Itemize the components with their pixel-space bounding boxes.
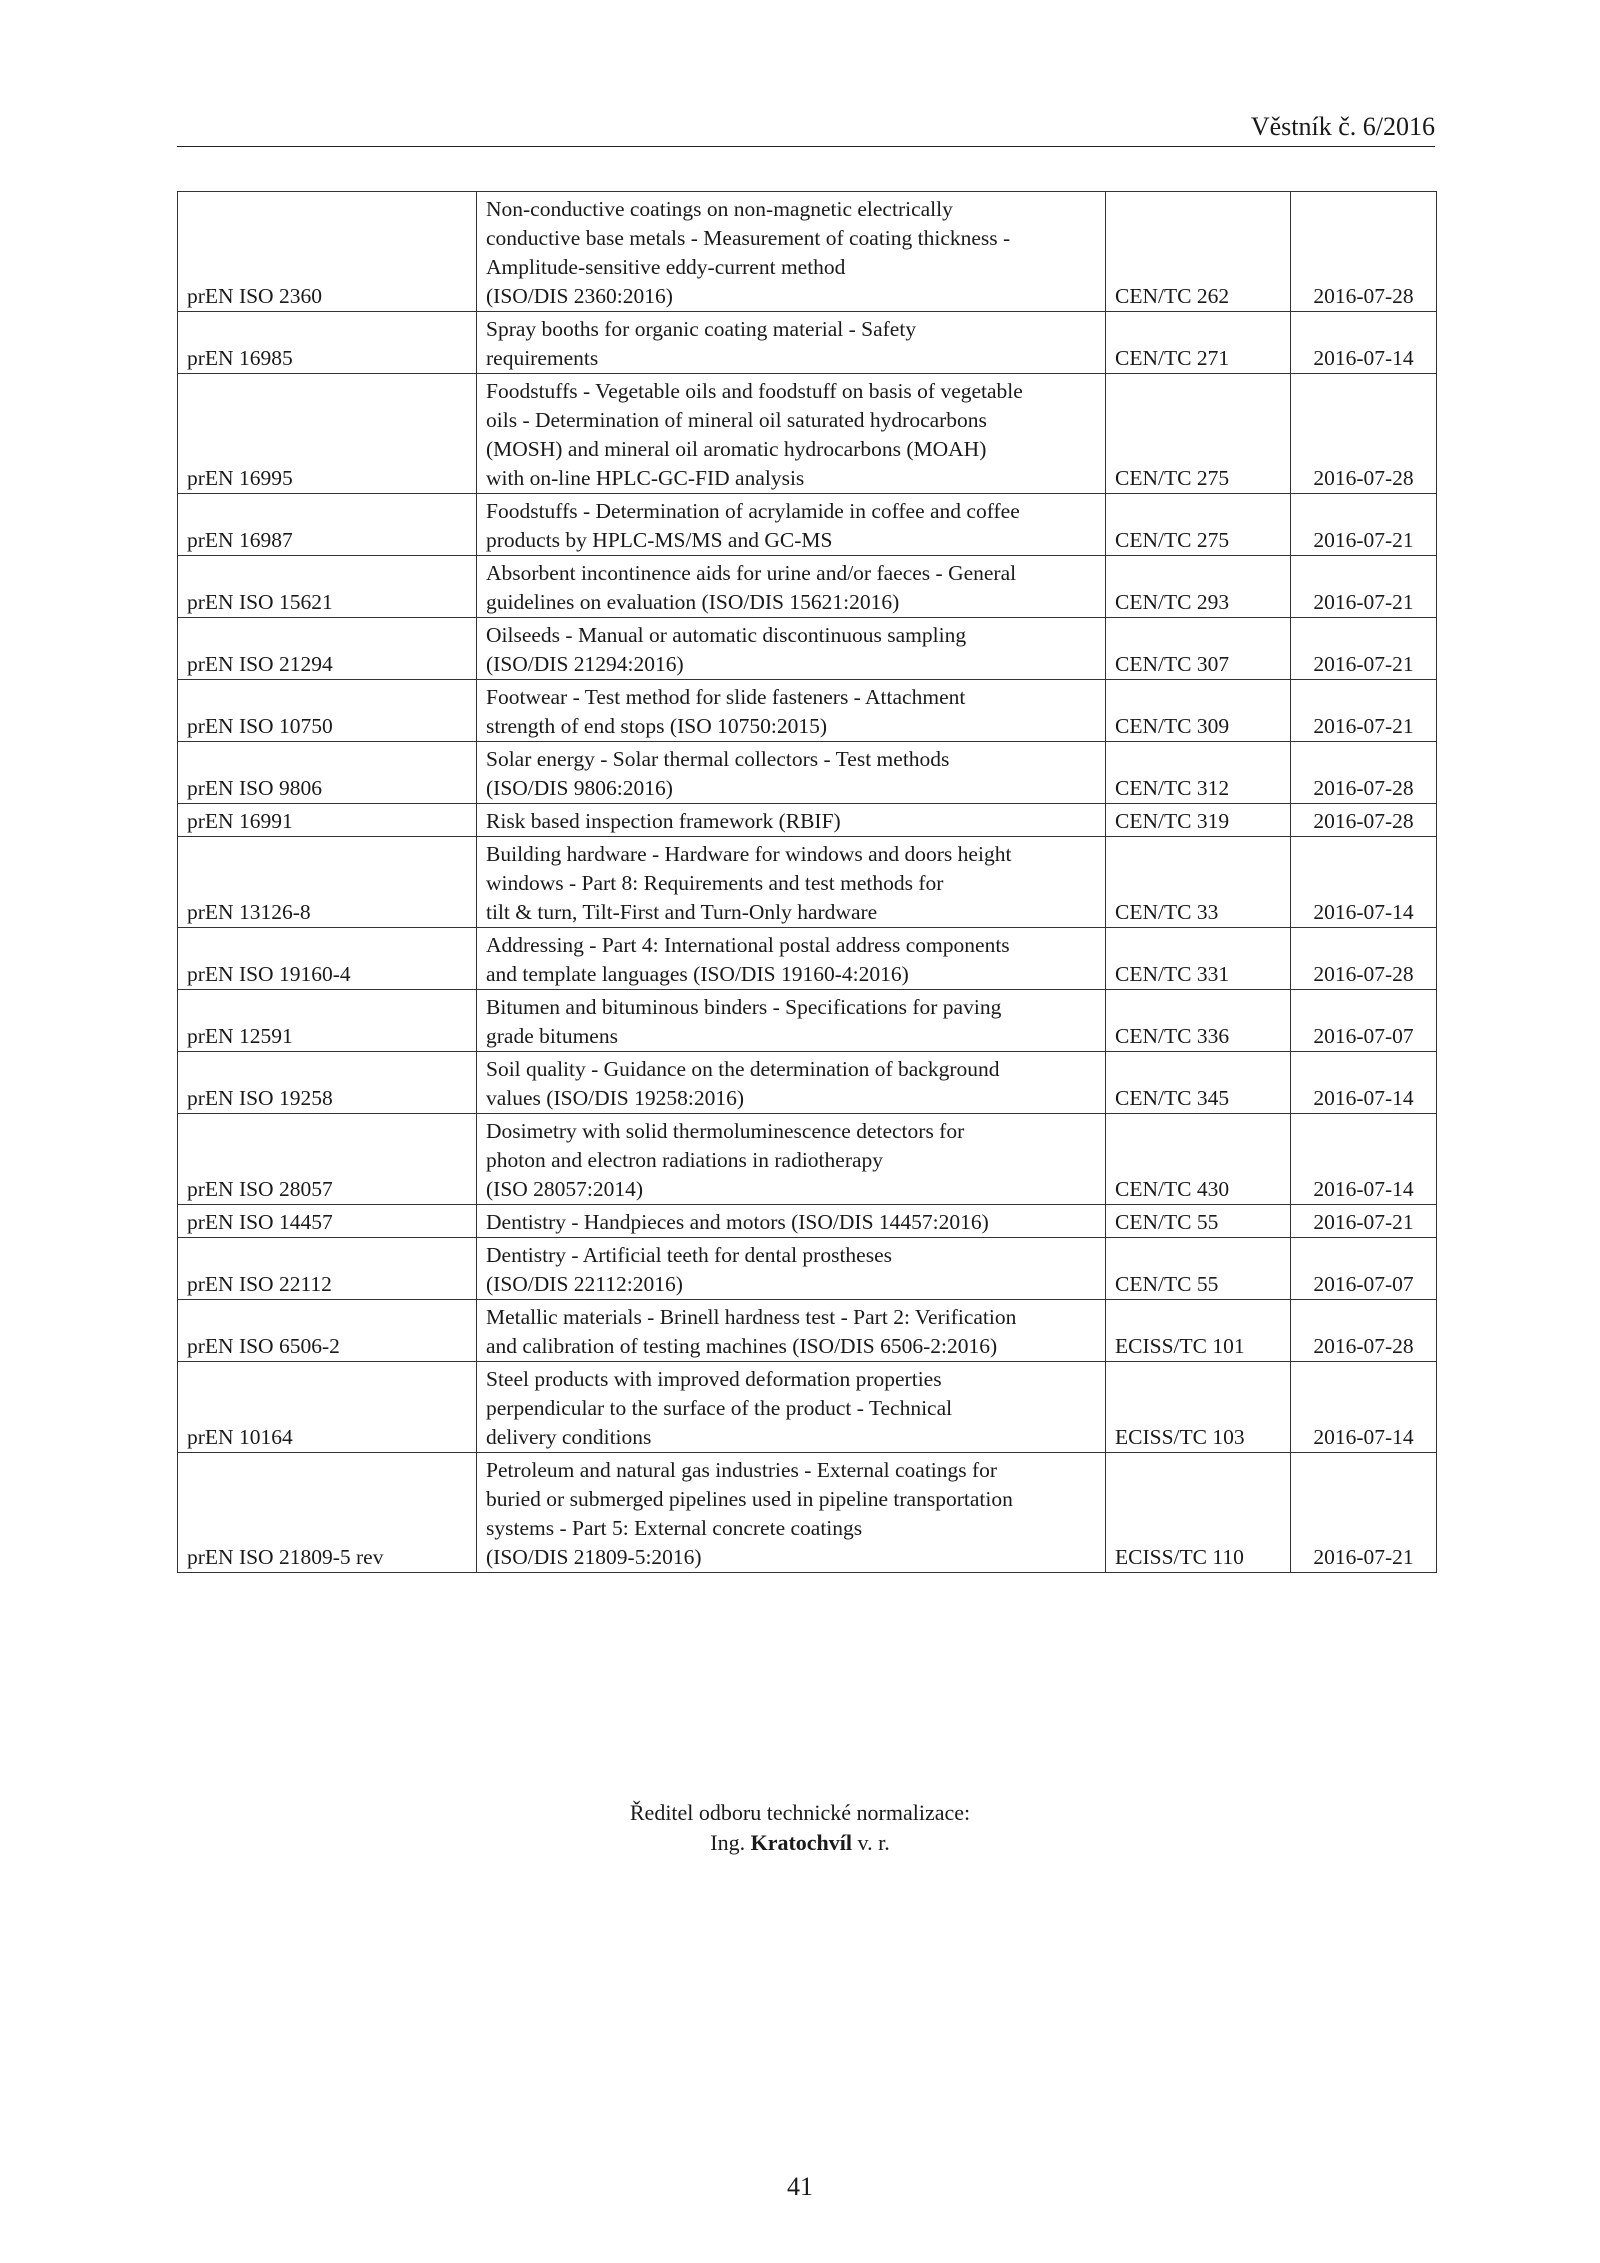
table-row (178, 680, 1437, 742)
standard-code-cell: prEN 12591 (178, 990, 477, 1052)
technical-committee-cell: ECISS/TC 101 (1106, 1300, 1291, 1362)
standard-title-cell: Foodstuffs - Determination of acrylamide in coffee and coffee products by HPLC-MS/MS and GC-MS (477, 494, 1106, 556)
standard-title-cell: Solar energy - Solar thermal collectors - Test methods (ISO/DIS 9806:2016) (477, 742, 1106, 804)
deadline-date-cell: 2016-07-21 (1291, 618, 1437, 680)
deadline-date-cell: 2016-07-07 (1291, 990, 1437, 1052)
standard-title-cell: Bitumen and bituminous binders - Specifications for paving grade bitumens (477, 990, 1106, 1052)
technical-committee-cell: ECISS/TC 103 (1106, 1362, 1291, 1453)
standard-code-cell: prEN ISO 22112 (178, 1238, 477, 1300)
deadline-date-cell: 2016-07-28 (1291, 192, 1437, 312)
standard-code-cell: prEN 13126-8 (178, 837, 477, 928)
table-row (178, 1238, 1437, 1300)
signature-name: Kratochvíl (750, 1830, 853, 1855)
standard-code-cell: prEN ISO 6506-2 (178, 1300, 477, 1362)
standard-code-cell: prEN 16991 (178, 804, 477, 837)
deadline-date-cell: 2016-07-07 (1291, 1238, 1437, 1300)
table-row (178, 1300, 1437, 1362)
standard-code-cell: prEN ISO 19258 (178, 1052, 477, 1114)
technical-committee-cell: CEN/TC 307 (1106, 618, 1291, 680)
technical-committee-cell: CEN/TC 336 (1106, 990, 1291, 1052)
standard-title-cell: Dosimetry with solid thermoluminescence detectors for photon and electron radiations in radiotherapy (ISO 28057:2014) (477, 1114, 1106, 1205)
standard-title-cell: Risk based inspection framework (RBIF) (477, 804, 1106, 837)
technical-committee-cell: CEN/TC 275 (1106, 374, 1291, 494)
deadline-date-cell: 2016-07-14 (1291, 312, 1437, 374)
standard-title-cell: Spray booths for organic coating material - Safety requirements (477, 312, 1106, 374)
standard-code-cell: prEN ISO 21809-5 rev (178, 1453, 477, 1573)
deadline-date-cell: 2016-07-21 (1291, 556, 1437, 618)
standard-code-cell: prEN ISO 28057 (178, 1114, 477, 1205)
standards-table (177, 191, 1437, 1573)
standard-title-cell: Oilseeds - Manual or automatic discontinuous sampling (ISO/DIS 21294:2016) (477, 618, 1106, 680)
table-row (178, 742, 1437, 804)
standard-title-cell: Dentistry - Artificial teeth for dental prostheses (ISO/DIS 22112:2016) (477, 1238, 1106, 1300)
standard-title-cell: Petroleum and natural gas industries - External coatings for buried or submerged pipelines used in pipeline transportation systems - Part 5: External concrete coatings (ISO/DIS 21809-5:2016) (477, 1453, 1106, 1573)
signature-block (0, 1798, 1600, 1858)
standard-code-cell: prEN ISO 21294 (178, 618, 477, 680)
technical-committee-cell: CEN/TC 293 (1106, 556, 1291, 618)
technical-committee-cell: CEN/TC 345 (1106, 1052, 1291, 1114)
technical-committee-cell: CEN/TC 312 (1106, 742, 1291, 804)
technical-committee-cell: CEN/TC 331 (1106, 928, 1291, 990)
signature-prefix: Ing. (710, 1830, 746, 1855)
deadline-date-cell: 2016-07-14 (1291, 1114, 1437, 1205)
technical-committee-cell: CEN/TC 430 (1106, 1114, 1291, 1205)
standard-code-cell: prEN ISO 15621 (178, 556, 477, 618)
table-row (178, 374, 1437, 494)
standard-code-cell: prEN 16995 (178, 374, 477, 494)
technical-committee-cell: CEN/TC 55 (1106, 1238, 1291, 1300)
standard-code-cell: prEN ISO 19160-4 (178, 928, 477, 990)
deadline-date-cell: 2016-07-14 (1291, 1362, 1437, 1453)
signature-role: Ředitel odboru technické normalizace: (629, 1800, 971, 1825)
deadline-date-cell: 2016-07-21 (1291, 494, 1437, 556)
technical-committee-cell: CEN/TC 275 (1106, 494, 1291, 556)
standard-code-cell: prEN 10164 (178, 1362, 477, 1453)
table-row (178, 990, 1437, 1052)
table-row (178, 928, 1437, 990)
deadline-date-cell: 2016-07-21 (1291, 1453, 1437, 1573)
technical-committee-cell: CEN/TC 55 (1106, 1205, 1291, 1238)
signature-suffix: v. r. (857, 1830, 890, 1855)
technical-committee-cell: CEN/TC 33 (1106, 837, 1291, 928)
table-row (178, 556, 1437, 618)
table-row (178, 804, 1437, 837)
standard-code-cell: prEN ISO 14457 (178, 1205, 477, 1238)
deadline-date-cell: 2016-07-28 (1291, 804, 1437, 837)
table-row (178, 494, 1437, 556)
standard-title-cell: Foodstuffs - Vegetable oils and foodstuff on basis of vegetable oils - Determination of mineral oil saturated hydrocarbons (MOSH) and mineral oil aromatic hydrocarbons (MOAH) with on-line HPLC-GC-FID analysis (477, 374, 1106, 494)
deadline-date-cell: 2016-07-28 (1291, 742, 1437, 804)
technical-committee-cell: CEN/TC 271 (1106, 312, 1291, 374)
deadline-date-cell: 2016-07-14 (1291, 837, 1437, 928)
deadline-date-cell: 2016-07-21 (1291, 1205, 1437, 1238)
technical-committee-cell: CEN/TC 262 (1106, 192, 1291, 312)
standard-title-cell: Soil quality - Guidance on the determination of background values (ISO/DIS 19258:2016) (477, 1052, 1106, 1114)
table-row (178, 618, 1437, 680)
standard-code-cell: prEN 16985 (178, 312, 477, 374)
deadline-date-cell: 2016-07-28 (1291, 374, 1437, 494)
standard-title-cell: Dentistry - Handpieces and motors (ISO/DIS 14457:2016) (477, 1205, 1106, 1238)
technical-committee-cell: ECISS/TC 110 (1106, 1453, 1291, 1573)
standard-title-cell: Steel products with improved deformation properties perpendicular to the surface of the product - Technical delivery conditions (477, 1362, 1106, 1453)
deadline-date-cell: 2016-07-14 (1291, 1052, 1437, 1114)
standard-title-cell: Metallic materials - Brinell hardness test - Part 2: Verification and calibration of testing machines (ISO/DIS 6506-2:2016) (477, 1300, 1106, 1362)
page-header (177, 112, 1435, 147)
standard-code-cell: prEN ISO 2360 (178, 192, 477, 312)
journal-title: Věstník č. 6/2016 (1250, 112, 1435, 141)
standard-title-cell: Non-conductive coatings on non-magnetic electrically conductive base metals - Measurement of coating thickness - Amplitude-sensitive eddy-current method (ISO/DIS 2360:2016) (477, 192, 1106, 312)
standard-title-cell: Footwear - Test method for slide fasteners - Attachment strength of end stops (ISO 10750:2015) (477, 680, 1106, 742)
table-row (178, 1453, 1437, 1573)
table-row (178, 1114, 1437, 1205)
signature-name-line (0, 1828, 1600, 1858)
table-row (178, 1205, 1437, 1238)
table-row (178, 1362, 1437, 1453)
table-row (178, 192, 1437, 312)
standard-code-cell: prEN ISO 10750 (178, 680, 477, 742)
standard-code-cell: prEN 16987 (178, 494, 477, 556)
deadline-date-cell: 2016-07-28 (1291, 1300, 1437, 1362)
page-number: 41 (787, 2172, 813, 2201)
deadline-date-cell: 2016-07-21 (1291, 680, 1437, 742)
standard-title-cell: Addressing - Part 4: International postal address components and template languages (ISO/DIS 19160-4:2016) (477, 928, 1106, 990)
standards-table-body (178, 192, 1437, 1573)
table-row (178, 1052, 1437, 1114)
technical-committee-cell: CEN/TC 319 (1106, 804, 1291, 837)
standard-title-cell: Building hardware - Hardware for windows and doors height windows - Part 8: Requirements and test methods for tilt & turn, Tilt-First and Turn-Only hardware (477, 837, 1106, 928)
table-row (178, 837, 1437, 928)
table-row (178, 312, 1437, 374)
technical-committee-cell: CEN/TC 309 (1106, 680, 1291, 742)
standard-title-cell: Absorbent incontinence aids for urine and/or faeces - General guidelines on evaluation (ISO/DIS 15621:2016) (477, 556, 1106, 618)
deadline-date-cell: 2016-07-28 (1291, 928, 1437, 990)
standard-code-cell: prEN ISO 9806 (178, 742, 477, 804)
